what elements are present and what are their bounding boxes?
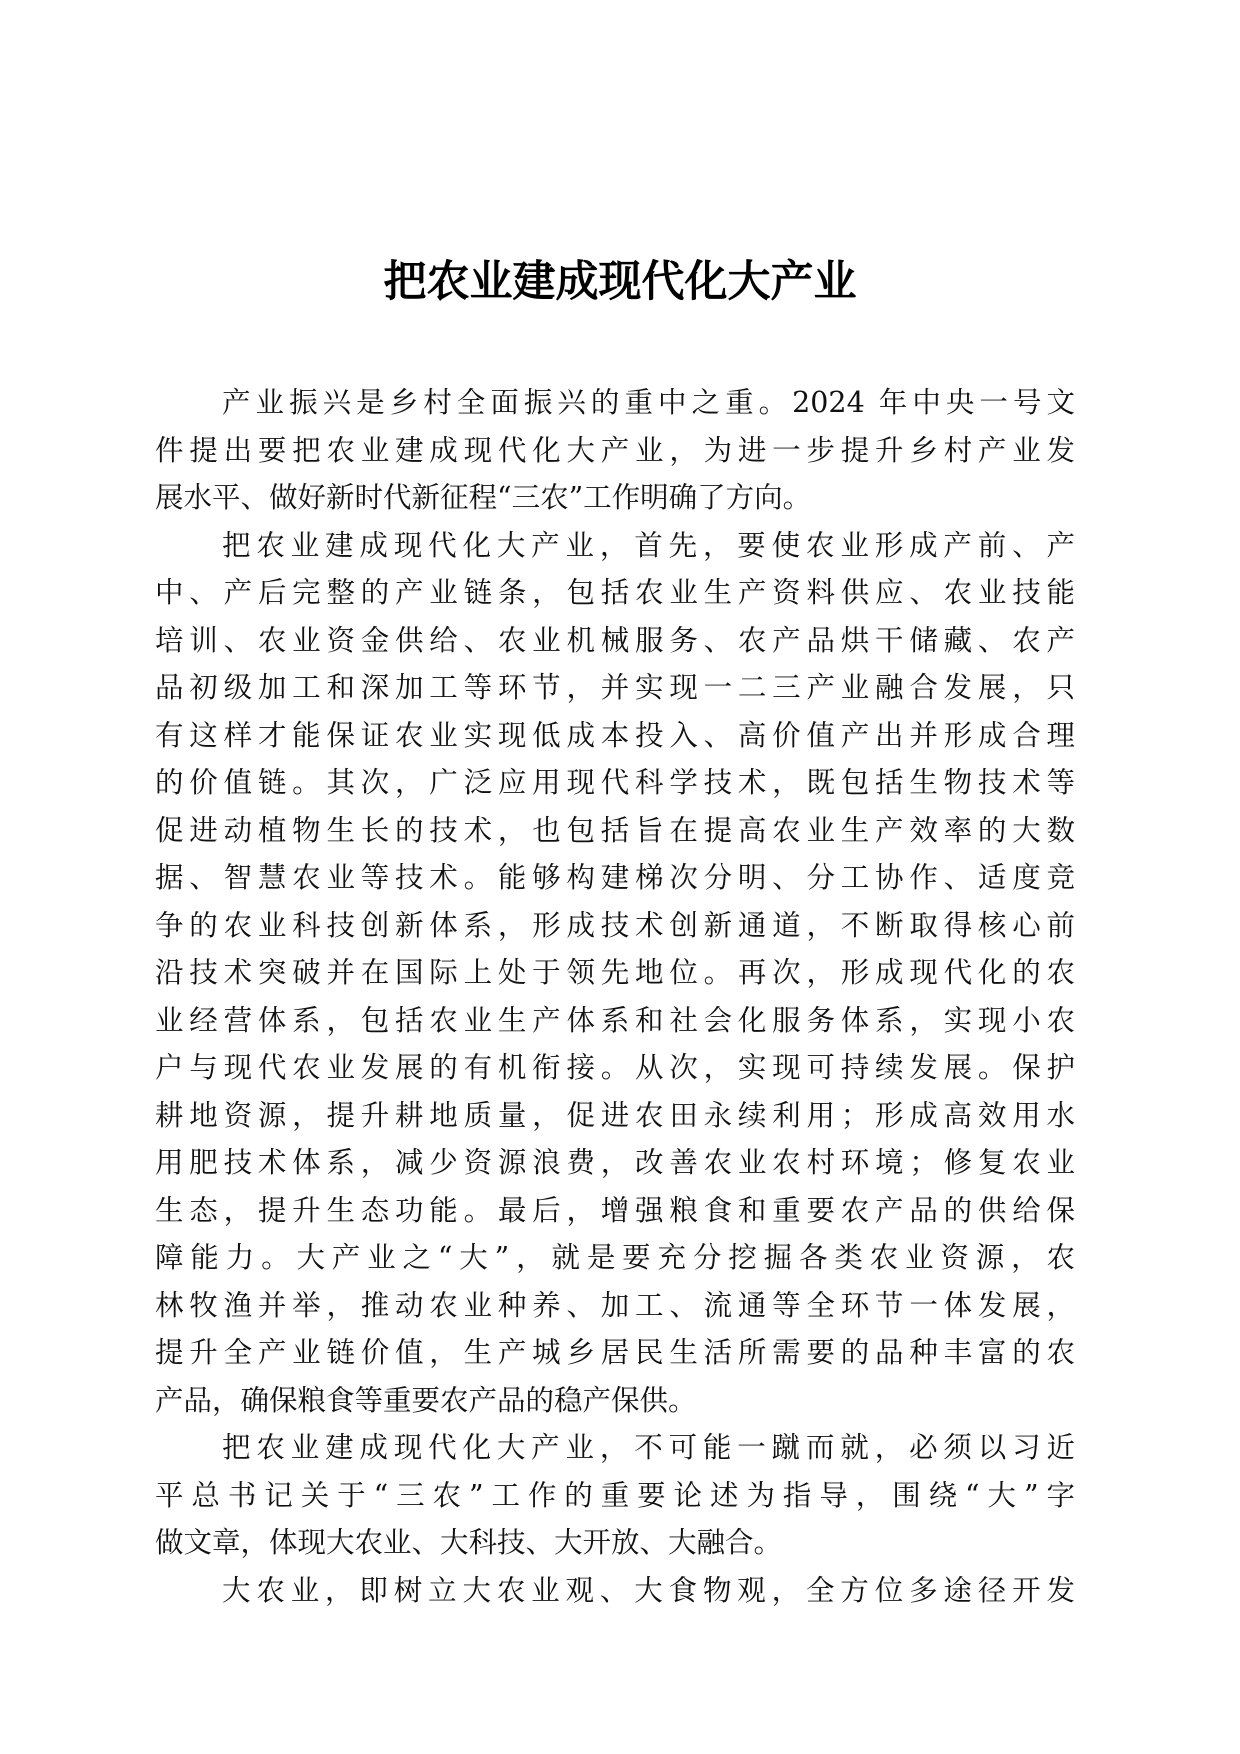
paragraph-line: 促进动植物生长的技术，也包括旨在提高农业生产效率的大数: [155, 813, 1075, 847]
paragraph-line: 把农业建成现代化大产业，首先，要使农业形成产前、产: [222, 528, 1075, 562]
paragraph-line: 业经营体系，包括农业生产体系和社会化服务体系，实现小农: [155, 1003, 1075, 1037]
paragraph-line: 障能力。大产业之“大”，就是要充分挖掘各类农业资源，农: [155, 1241, 1075, 1274]
paragraph-line: 展水平、做好新时代新征程“三农”工作明确了方向。: [155, 481, 812, 514]
paragraph-line: 品初级加工和深加工等环节，并实现一二三产业融合发展，只: [155, 671, 1075, 704]
paragraph-line: 把农业建成现代化大产业，不可能一蹴而就，必须以习近: [222, 1431, 1075, 1464]
paragraph-line: 据、智慧农业等技术。能够构建梯次分明、分工协作、适度竞: [155, 861, 1075, 894]
paragraph-line: 做文章，体现大农业、大科技、大开放、大融合。: [155, 1526, 783, 1559]
paragraph-line: 培训、农业资金供给、农业机械服务、农产品烘干储藏、农产: [155, 623, 1075, 657]
paragraph-line: 用肥技术体系，减少资源浪费，改善农业农村环境；修复农业: [155, 1146, 1075, 1179]
paragraph-line: 产品，确保粮食等重要农产品的稳产保供。: [155, 1383, 697, 1417]
paragraph-line: 有这样才能保证农业实现低成本投入、高价值产出并形成合理: [155, 718, 1075, 752]
paragraph-line: 提升全产业链价值，生产城乡居民生活所需要的品种丰富的农: [155, 1336, 1075, 1369]
paragraph-line: 中、产后完整的产业链条，包括农业生产资料供应、农业技能: [155, 576, 1075, 609]
paragraph-line: 产业振兴是乡村全面振兴的重中之重。2024 年中央一号文: [222, 386, 1075, 419]
paragraph-line: 平总书记关于“三农”工作的重要论述为指导，围绕“大”字: [155, 1478, 1075, 1512]
document-title: 把农业建成现代化大产业: [383, 257, 857, 307]
paragraph: [155, 379, 1075, 522]
paragraph-line: 大农业，即树立大农业观、大食物观，全方位多途径开发: [222, 1573, 1075, 1607]
paragraph-line: 件提出要把农业建成现代化大产业，为进一步提升乡村产业发: [155, 433, 1075, 467]
paragraph: [155, 522, 1075, 1425]
paragraph-line: 户与现代农业发展的有机衔接。从次，实现可持续发展。保护: [155, 1051, 1075, 1084]
paragraph-line: 耕地资源，提升耕地质量，促进农田永续利用；形成高效用水: [155, 1098, 1075, 1132]
paragraph-line: 生态，提升生态功能。最后，增强粮食和重要农产品的供给保: [155, 1193, 1075, 1227]
paragraph-line: 争的农业科技创新体系，形成技术创新通道，不断取得核心前: [155, 908, 1075, 942]
paragraph-line: 林牧渔并举，推动农业种养、加工、流通等全环节一体发展，: [155, 1288, 1075, 1322]
paragraph-line: 沿技术突破并在国际上处于领先地位。再次，形成现代化的农: [155, 956, 1075, 989]
paragraph: [155, 1424, 1075, 1567]
paragraph-line: 的价值链。其次，广泛应用现代科学技术，既包括生物技术等: [155, 766, 1075, 799]
document-body: [155, 379, 1075, 1614]
paragraph: [155, 1567, 1075, 1615]
